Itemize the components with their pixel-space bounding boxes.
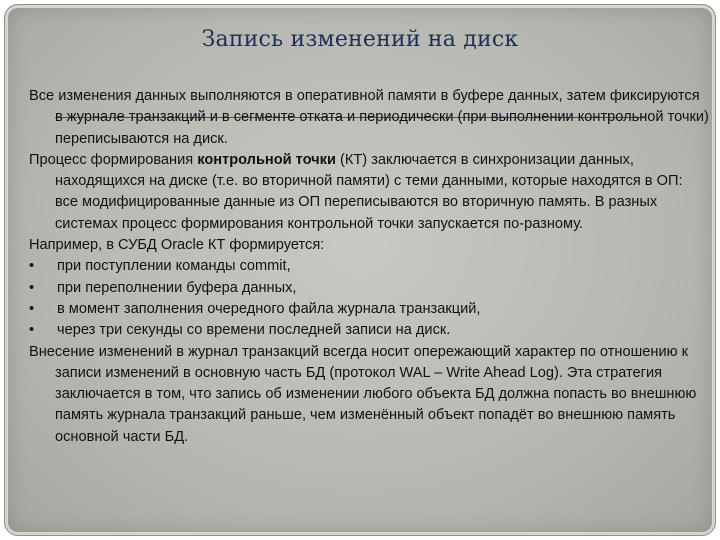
bullet-item-commit xyxy=(29,256,709,277)
slide-body xyxy=(29,86,709,448)
paragraph-checkpoint-start: Процесс формирования xyxy=(29,151,198,168)
bullet-text: при переполнении буфера данных, xyxy=(57,279,297,296)
paragraph-wal: Внесение изменений в журнал транзакций всегда носит опережающий характер по отношению к записи изменений в основную часть БД (протокол WAL – Write Ahead Log). Эта стратегия заключается в том, что запись об изменении любого объекта БД должна попасть во внешнюю память журнала транзакций раньше, чем изменённый объект попадёт во внешнюю память основной части БД. xyxy=(29,343,697,445)
bullet-text: в момент заполнения очередного файла журнала транзакций, xyxy=(57,300,481,317)
paragraph-checkpoint xyxy=(29,150,709,235)
bullet-item-log-file xyxy=(29,299,709,320)
slide xyxy=(4,4,716,536)
paragraph-oracle: Например, в СУБД Oracle КТ формируется: xyxy=(29,237,325,254)
bullet-marker: • xyxy=(29,279,35,296)
bullet-text: при поступлении команды commit, xyxy=(57,258,291,275)
bullet-marker: • xyxy=(29,300,35,317)
bullet-item-buffer xyxy=(29,278,709,299)
bullet-marker: • xyxy=(29,258,35,275)
bullet-marker: • xyxy=(29,322,35,339)
slide-title: Запись изменений на диск xyxy=(201,27,519,52)
paragraph-changes: Все изменения данных выполняются в оперативной памяти в буфере данных, затем фиксируются в журнале транзакций и в сегменте отката и периодически (при выполнении контрольной точки) переписываются на диск. xyxy=(29,88,709,147)
checkpoint-term: контрольной точки xyxy=(197,151,336,168)
bullet-item-three-seconds xyxy=(29,320,709,341)
paragraph-checkpoint-rest: (КТ) заключается в синхронизации данных, находящихся на диске (т.е. во вторичной памяти) с теми данными, которые находятся в ОП: все модифицированные данные из ОП переписываются во вторичную память. В разных системах процесс формирования контрольной точки запускается по-разному. xyxy=(55,151,683,232)
bullet-text: через три секунды со времени последней записи на диск. xyxy=(57,322,451,339)
